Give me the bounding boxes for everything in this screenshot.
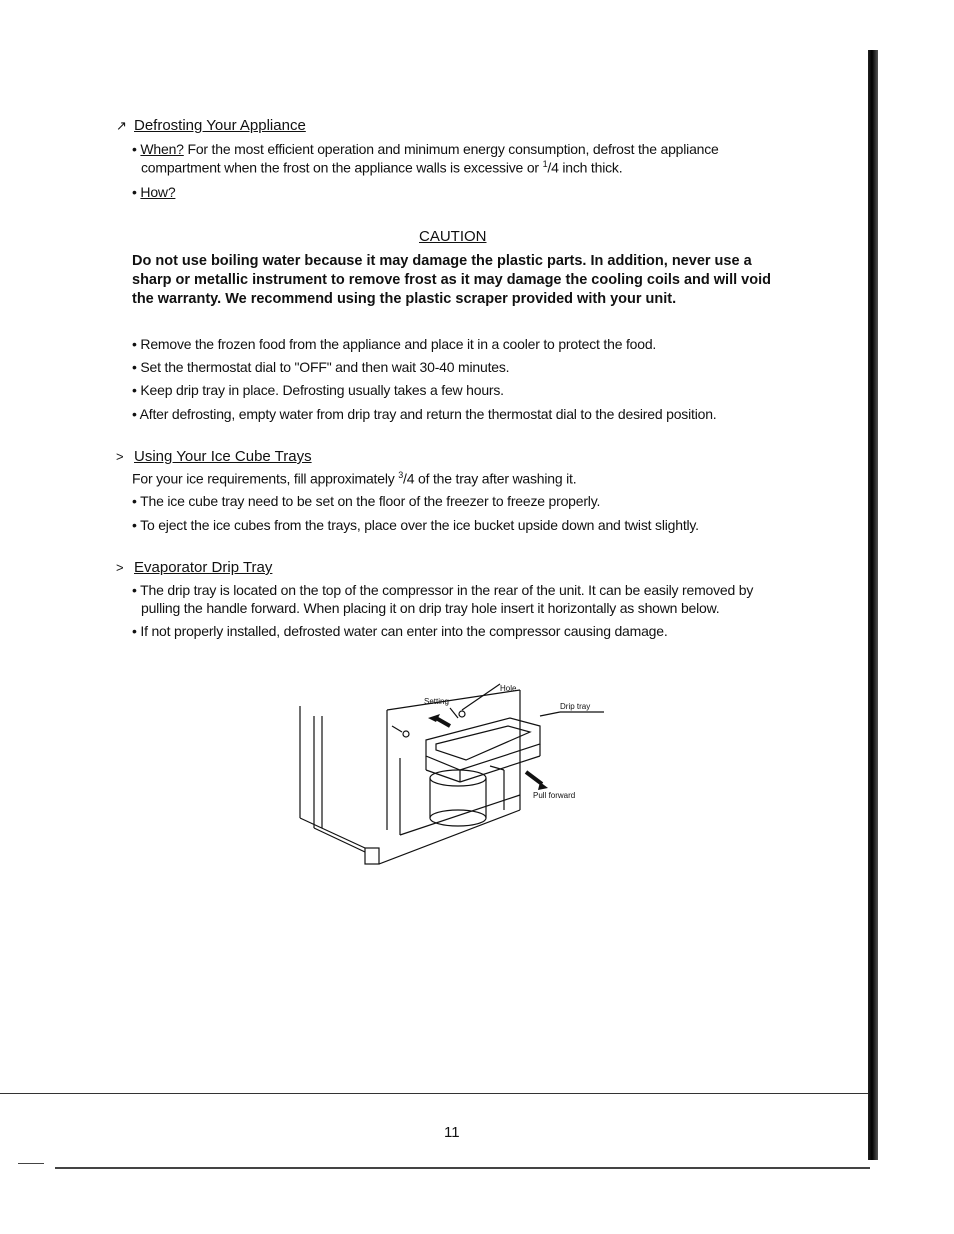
list-item: • The ice cube tray need to be set on the floor of the freezer to freeze properly. — [132, 493, 601, 509]
arrow-bullet-icon: > — [116, 560, 124, 575]
footer-rule — [0, 1093, 872, 1094]
scan-binding-edge — [868, 50, 878, 1160]
list-item: • The drip tray is located on the top of the compressor in the rear of the unit. It can be easily removed by — [132, 582, 754, 598]
scan-rule-bottom — [55, 1167, 870, 1169]
how-label: How? — [140, 184, 176, 200]
fraction-numerator: 1 — [542, 159, 548, 169]
list-item: • Set the thermostat dial to "OFF" and then wait 30-40 minutes. — [132, 359, 510, 375]
caution-text: Do not use boiling water because it may damage the plastic parts. In addition, never use a sharp or metallic instrument to remove frost as it may damage the cooling coils and will void the warranty. We recommend using the plastic scraper provided with your unit. — [132, 253, 771, 307]
label-pull-forward: Pull forward — [533, 791, 576, 800]
fraction-denominator: /4 — [403, 470, 415, 487]
list-item: • If not properly installed, defrosted water can enter into the compressor causing damage. — [132, 623, 668, 639]
caution-heading: CAUTION — [419, 228, 487, 245]
ice-intro-text-end: of the tray after washing it. — [414, 470, 577, 487]
label-drip-tray: Drip tray — [560, 702, 591, 711]
when-paragraph: • When? For the most efficient operation and minimum energy consumption, defrost the appliance — [132, 141, 719, 157]
list-item: • To eject the ice cubes from the trays, place over the ice bucket upside down and twist slightly. — [132, 517, 699, 533]
when-paragraph-line2 — [141, 159, 622, 176]
section-title: Evaporator Drip Tray — [134, 559, 273, 576]
list-item-text: Set the thermostat dial to "OFF" and then wait 30-40 minutes. — [140, 359, 510, 375]
drip-tray-diagram — [290, 670, 630, 880]
list-item-text: The ice cube tray need to be set on the floor of the freezer to freeze properly. — [140, 493, 601, 509]
list-item-continuation: pulling the handle forward. When placing it on drip tray hole insert it horizontally as shown below. — [141, 600, 720, 616]
section-title: Defrosting Your Appliance — [134, 117, 306, 134]
list-item-text: To eject the ice cubes from the trays, place over the ice bucket upside down and twist slightly. — [140, 517, 699, 533]
when-text-2: compartment when the frost on the appliance walls is excessive or — [141, 159, 543, 176]
how-paragraph: • How? — [132, 184, 176, 200]
list-item-text: Keep drip tray in place. Defrosting usually takes a few hours. — [140, 382, 504, 398]
page-number: 11 — [444, 1124, 460, 1141]
list-item-text: The drip tray is located on the top of the compressor in the rear of the unit. It can be easily removed by — [140, 582, 754, 598]
list-item: • Remove the frozen food from the appliance and place it in a cooler to protect the food. — [132, 336, 657, 352]
section-heading-defrosting — [116, 117, 306, 134]
when-text: For the most efficient operation and minimum energy consumption, defrost the appliance — [187, 141, 719, 157]
section-title: Using Your Ice Cube Trays — [134, 448, 312, 465]
fraction-numerator: 3 — [398, 470, 404, 480]
arrow-bullet-icon: > — [116, 449, 124, 464]
list-item-text: Remove the frozen food from the appliance and place it in a cooler to protect the food. — [140, 336, 657, 352]
fraction-denominator: /4 — [547, 159, 559, 176]
list-item-text: After defrosting, empty water from drip tray and return the thermostat dial to the desired position. — [139, 406, 717, 422]
arrow-bullet-icon: ↗ — [116, 117, 127, 133]
list-item: • After defrosting, empty water from drip tray and return the thermostat dial to the desired position. — [132, 406, 717, 422]
section-heading-ice — [116, 448, 312, 465]
ice-intro — [132, 470, 576, 487]
label-hole: Hole — [500, 684, 517, 693]
when-label: When? — [140, 141, 184, 157]
section-heading-drip — [116, 559, 272, 576]
label-setting: Setting — [424, 697, 449, 706]
when-text-2-end: inch thick. — [558, 159, 623, 176]
scan-rule-stub — [18, 1163, 44, 1164]
ice-intro-text: For your ice requirements, fill approximately — [132, 470, 399, 487]
list-item: • Keep drip tray in place. Defrosting usually takes a few hours. — [132, 382, 504, 398]
list-item-text: If not properly installed, defrosted water can enter into the compressor causing damage. — [140, 623, 668, 639]
